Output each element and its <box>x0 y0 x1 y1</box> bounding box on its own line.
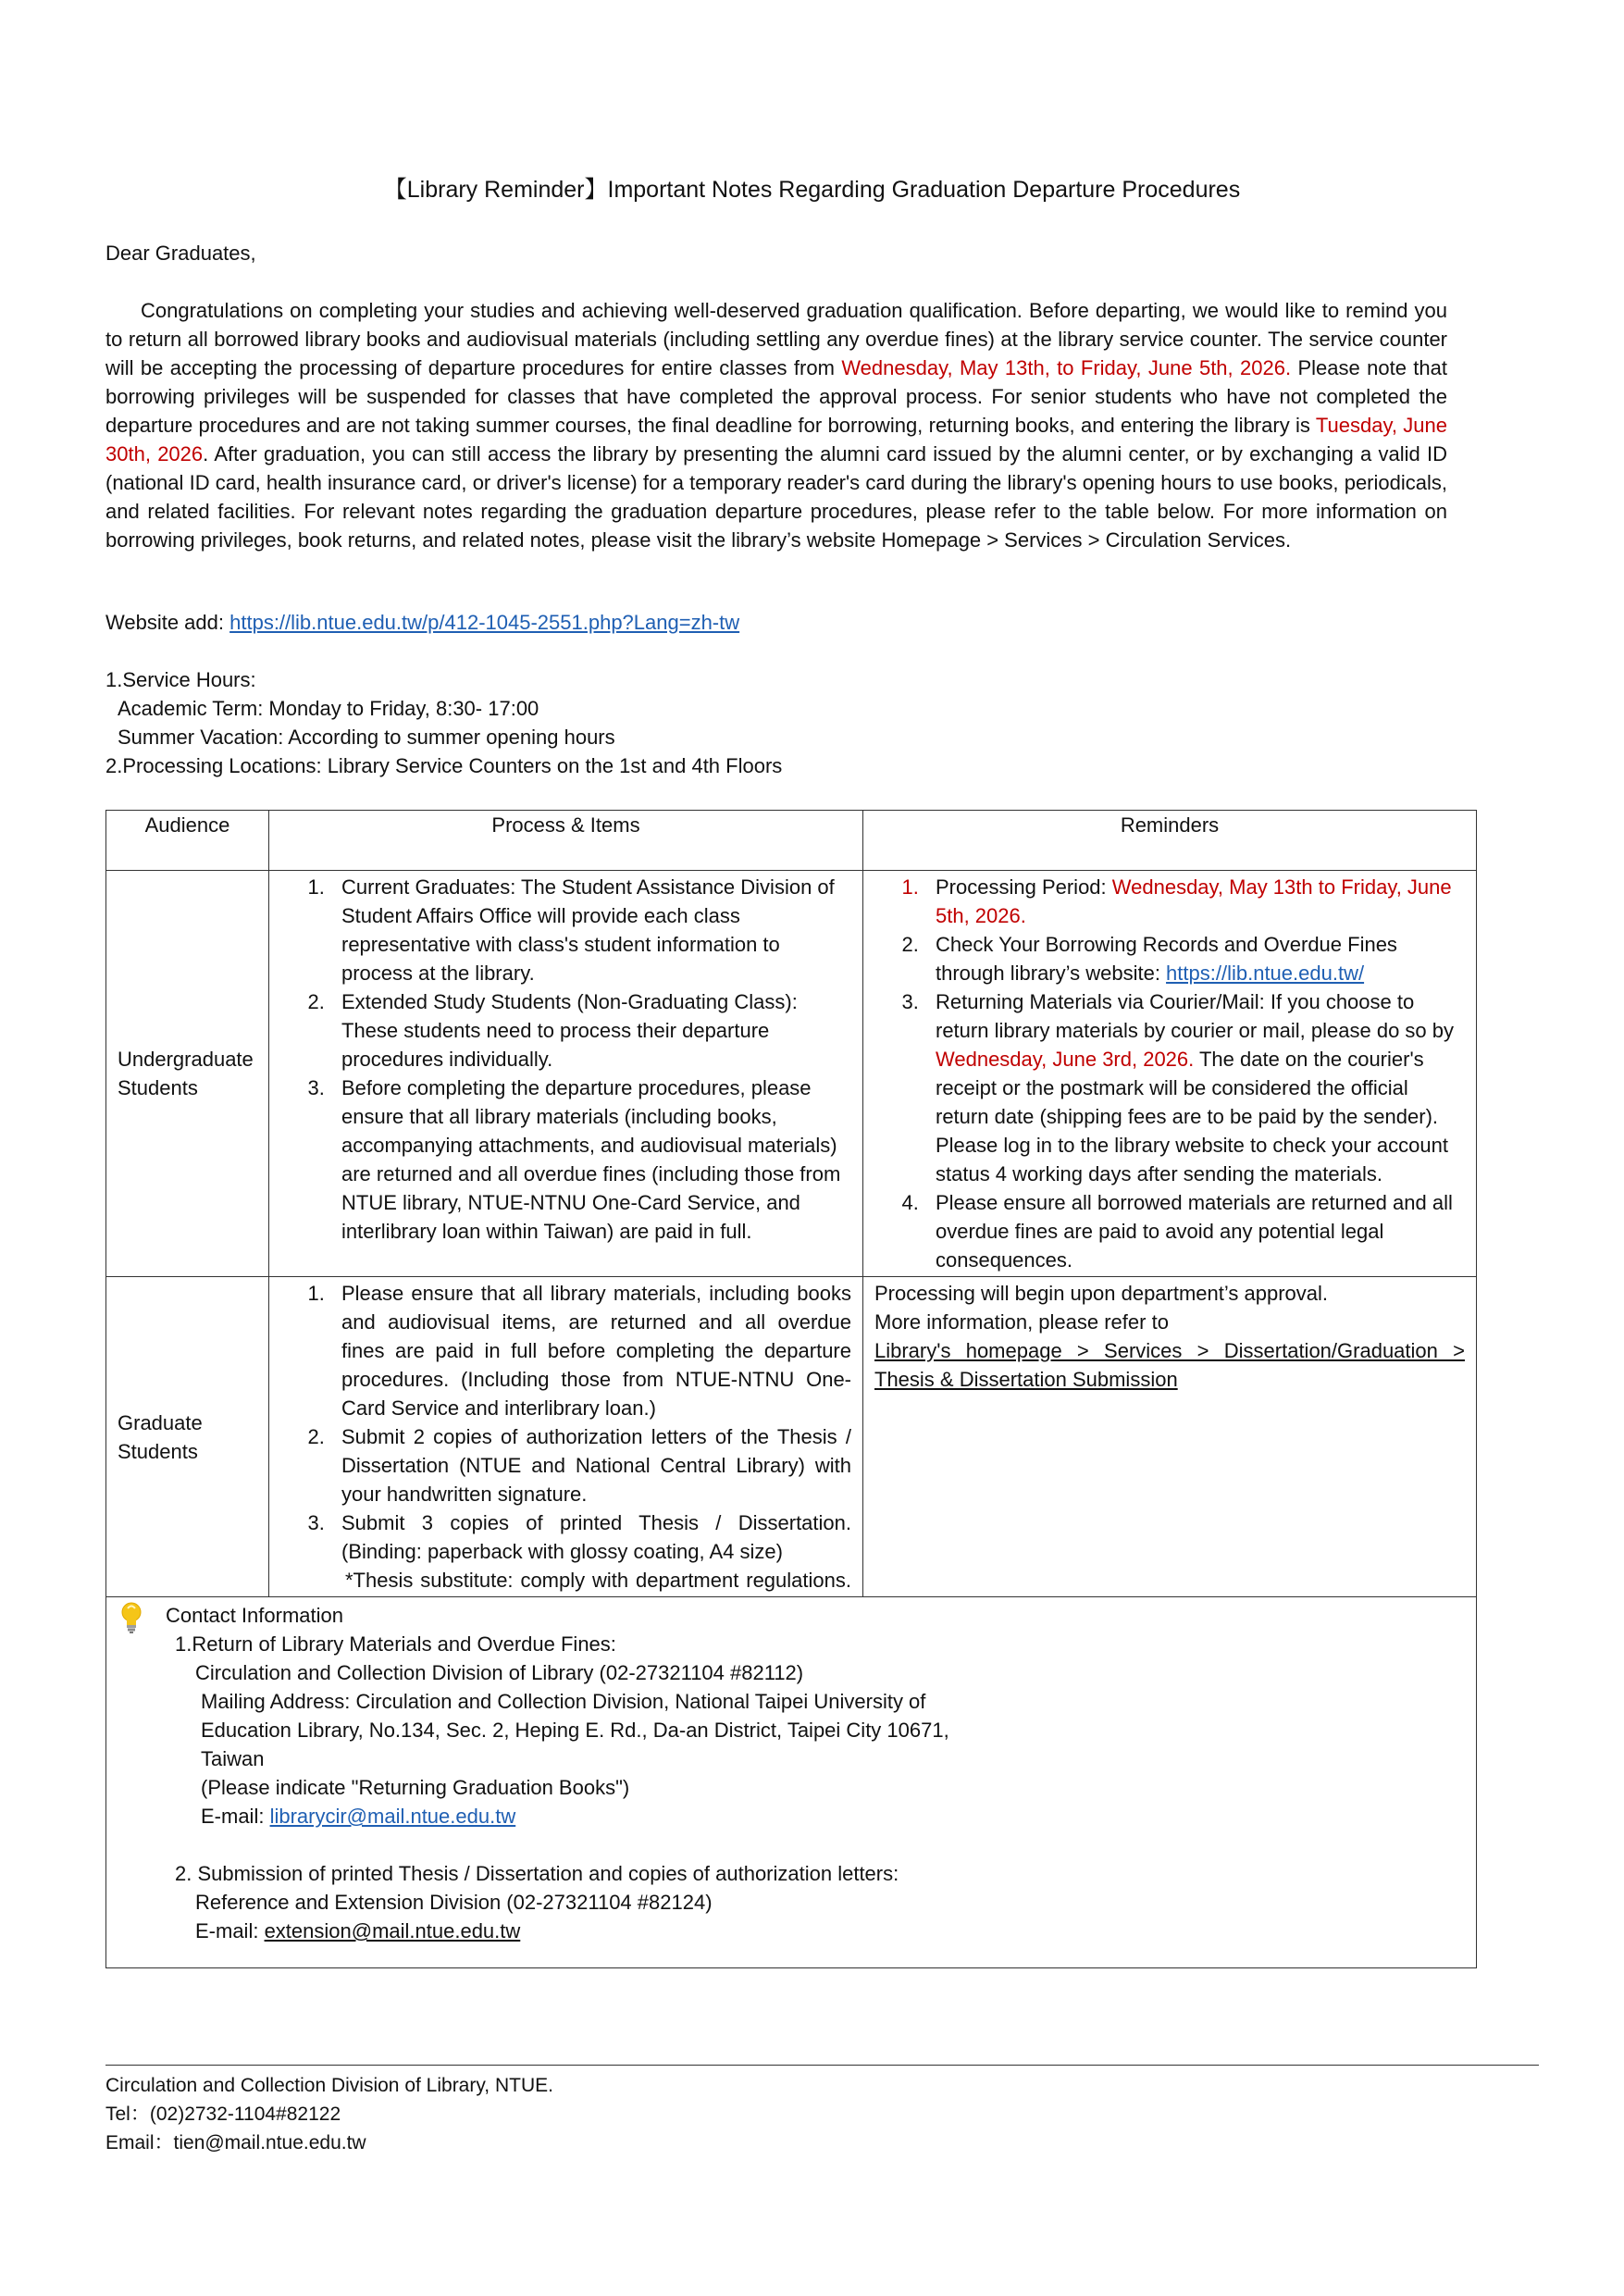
circulation-email-link[interactable]: librarycir@mail.ntue.edu.tw <box>269 1805 516 1828</box>
list-item <box>924 930 1465 987</box>
service-info <box>105 665 1447 780</box>
header-audience: Audience <box>106 811 269 871</box>
salutation: Dear Graduates, <box>105 242 256 265</box>
graduate-process-cell <box>269 1277 863 1597</box>
reference-email-label: E-mail: <box>195 1919 265 1942</box>
locations-heading: 2.Processing Locations: <box>105 754 322 777</box>
list-item: 2. Extended Study Students (Non-Graduating Class): These students need to process their departure procedures individually. <box>330 987 851 1074</box>
reference-email-line <box>195 1917 1465 1945</box>
contact-title: Contact Information <box>166 1604 343 1627</box>
header-reminders: Reminders <box>863 811 1477 871</box>
academic-hours: Academic Term: Monday to Friday, 8:30- 17:00 <box>118 697 539 720</box>
mailing-note: (Please indicate "Returning Graduation Books") <box>201 1776 630 1799</box>
contact-cell <box>106 1597 1477 1968</box>
intro-text-3: . After graduation, you can still access the library by presenting the alumni card issued by the alumni center, or by exchanging a valid ID (national ID card, health insurance card, or driver's license) for a temporary reader's card during the library's opening hours to use books, periodicals, and related facilities. For relevant notes regarding the graduation departure procedures, please refer to the table below. For more information on borrowing privileges, book returns, and related notes, please visit the library’s website Homepage > Services > Circulation Services. <box>105 442 1448 552</box>
list-item <box>330 1508 851 1595</box>
reminder-courier-date: Wednesday, June 3rd, 2026. <box>936 1048 1195 1071</box>
dissertation-submission-link[interactable]: Library's homepage > Services > Dissertation/Graduation > Thesis & Dissertation Submission <box>874 1339 1465 1391</box>
list-item: 2. Submit 2 copies of authorization letters of the Thesis / Dissertation (NTUE and National Central Library) with your handwritten signature. <box>330 1422 851 1508</box>
reminder-records-text: Check Your Borrowing Records and Overdue Fines through library’s website: <box>936 933 1397 985</box>
reference-email-link[interactable]: extension@mail.ntue.edu.tw <box>264 1919 521 1942</box>
mailing-address-line1: Mailing Address: Circulation and Collection Division, National Taipei University of <box>201 1690 926 1713</box>
circulation-email-label: E-mail: <box>201 1805 270 1828</box>
reminder-period-label: Processing Period: <box>936 875 1112 899</box>
table-header-row <box>106 811 1477 871</box>
footer-division: Circulation and Collection Division of Library, NTUE. <box>105 2075 553 2096</box>
footer <box>105 2071 553 2157</box>
graduate-reminders-cell <box>863 1277 1477 1597</box>
intro-paragraph <box>105 296 1447 554</box>
spacer <box>118 1831 1465 1859</box>
website-link[interactable]: https://lib.ntue.edu.tw/p/412-1045-2551.php?Lang=zh-tw <box>229 611 740 634</box>
processing-locations <box>105 751 1447 780</box>
website-line <box>105 608 1447 637</box>
footer-tel: Tel：(02)2732-1104#82122 <box>105 2104 341 2125</box>
reminder-courier-text-a: Returning Materials via Courier/Mail: If you choose to return library materials by courier or mail, please do so by <box>936 990 1455 1042</box>
list-item <box>924 873 1465 930</box>
contact-section-2-title: Submission of printed Thesis / Dissertation and copies of authorization letters: <box>197 1862 899 1885</box>
graduate-process-list <box>280 1279 851 1595</box>
undergrad-process-list <box>280 873 851 1246</box>
locations-text: Library Service Counters on the 1st and 4th Floors <box>321 754 783 777</box>
intro-text-2: Please note that borrowing privileges will be suspended for classes that have completed the approval process. For senior students who have not completed the departure procedures and are not taking summer courses, the final deadline for borrowing, returning books, and entering the library is <box>105 356 1447 437</box>
list-item-text: 3. Submit 3 copies of printed Thesis / Dissertation. (Binding: paperback with glossy coating, A4 size) <box>341 1511 851 1563</box>
list-item: 3. Before completing the departure procedures, please ensure that all library materials (including books, accompanying attachments, and audiovisual materials) are returned and all overdue fines (including those from NTUE library, NTUE-NTNU One-Card Service, and interlibrary loan within Taiwan) are paid in full. <box>330 1074 851 1246</box>
table-row-graduate <box>106 1277 1477 1597</box>
header-process: Process & Items <box>269 811 863 871</box>
list-item: 1. Current Graduates: The Student Assistance Division of Student Affairs Office will provide each class representative with class's student information to process at the library. <box>330 873 851 987</box>
summer-hours: Summer Vacation: According to summer opening hours <box>118 726 615 749</box>
lightbulb-icon <box>119 1601 143 1634</box>
procedures-table <box>105 810 1477 1968</box>
graduate-reminder-line2: More information, please refer to <box>874 1310 1169 1334</box>
circulation-division: Circulation and Collection Division of Library (02-27321104 #82112) <box>195 1661 804 1684</box>
list-item: 4. Please ensure all borrowed materials are returned and all overdue fines are paid to avoid any potential legal consequences. <box>924 1188 1465 1274</box>
undergrad-reminders-list <box>874 873 1465 1274</box>
footer-email: Email：tien@mail.ntue.edu.tw <box>105 2132 366 2153</box>
website-label: Website add: <box>105 611 230 634</box>
table-row-undergraduate <box>106 871 1477 1277</box>
undergrad-process-cell <box>269 871 863 1277</box>
footer-divider <box>105 2065 1539 2066</box>
reminder-period-date: Wednesday, May 13th to Friday, June 5th, 2026. <box>936 875 1452 927</box>
list-item: 1. Please ensure that all library materials, including books and audiovisual items, are returned and all overdue fines are paid in full before completing the departure procedures. (Including those from NTUE-NTNU One-Card Service and interlibrary loan.) <box>330 1279 851 1422</box>
circulation-email-line <box>201 1802 1465 1831</box>
intro-deadline: Tuesday, June 30th, 2026 <box>105 414 1447 465</box>
table-row-contact <box>106 1597 1477 1968</box>
undergrad-reminders-cell <box>863 871 1477 1277</box>
mailing-address-line2: Education Library, No.134, Sec. 2, Heping E. Rd., Da-an District, Taipei City 10671, <box>201 1719 949 1742</box>
page-title: 【Library Reminder】Important Notes Regarding Graduation Departure Procedures <box>383 177 1241 203</box>
contact-section-1-title: Return of Library Materials and Overdue Fines: <box>192 1632 616 1656</box>
thesis-substitute-note: *Thesis substitute: comply with department regulations. <box>345 1569 851 1592</box>
mailing-address-line3: Taiwan <box>201 1747 265 1770</box>
contact-section-1-number: 1. <box>175 1632 192 1656</box>
list-item <box>924 987 1465 1188</box>
audience-graduate: Graduate Students <box>106 1277 269 1597</box>
contact-section-2-heading <box>175 1859 1465 1888</box>
graduate-reminder-line1: Processing will begin upon department’s approval. <box>874 1282 1328 1305</box>
intro-text-1: Congratulations on completing your studies and achieving well-deserved graduation qualification. Before departing, we would like to remind you to return all borrowed library books and audiovisual materials (including settling any overdue fines) at the library service counter. The service counter will be accepting the processing of departure procedures for entire classes from <box>105 299 1447 379</box>
contact-section-2-number: 2. <box>175 1862 198 1885</box>
reference-division: Reference and Extension Division (02-27321104 #82124) <box>195 1891 713 1914</box>
contact-section-1-heading <box>175 1630 1465 1658</box>
service-hours-heading: 1.Service Hours: <box>105 668 256 691</box>
library-website-link[interactable]: https://lib.ntue.edu.tw/ <box>1166 962 1365 985</box>
reminder-courier-text-b: The date on the courier's receipt or the postmark will be considered the official return date (shipping fees are to be paid by the sender). Please log in to the library website to check your account status 4 working days after sending the materials. <box>936 1048 1448 1185</box>
audience-undergraduate: Undergraduate Students <box>106 871 269 1277</box>
intro-date-range: Wednesday, May 13th, to Friday, June 5th, 2026. <box>841 356 1292 379</box>
